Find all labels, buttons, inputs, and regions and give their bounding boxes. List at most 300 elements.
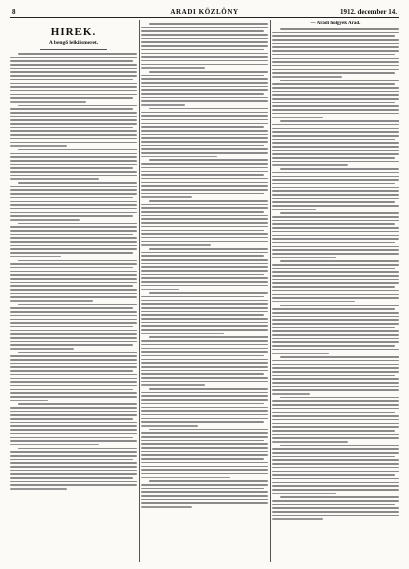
text-line [149, 292, 268, 294]
text-line [272, 187, 399, 189]
text-line [272, 515, 399, 517]
text-line [141, 410, 268, 412]
text-line [272, 430, 395, 432]
paragraph [141, 159, 268, 197]
text-line [141, 241, 268, 243]
text-line [10, 130, 137, 132]
paragraph [10, 105, 137, 147]
text-line [272, 246, 399, 248]
text-line [272, 238, 399, 240]
text-line [10, 307, 133, 309]
text-line [272, 128, 399, 130]
paragraph [141, 480, 268, 507]
text-line [18, 260, 137, 262]
text-line [141, 351, 268, 353]
text-line [141, 167, 268, 169]
text-line [149, 248, 268, 250]
text-line [10, 444, 99, 446]
text-line [149, 200, 268, 202]
text-line [10, 278, 137, 280]
paragraph [272, 305, 399, 355]
text-line [10, 293, 137, 295]
text-line [141, 174, 264, 176]
text-line [141, 384, 205, 386]
text-line [272, 312, 399, 314]
text-line [149, 71, 268, 73]
text-line [272, 124, 399, 126]
text-line [272, 135, 399, 137]
text-line [141, 285, 268, 287]
text-line [272, 176, 399, 178]
text-line [141, 466, 268, 468]
text-line [272, 393, 310, 395]
text-line [10, 164, 137, 166]
column-2 [141, 20, 268, 562]
text-line [272, 511, 399, 513]
text-line [141, 148, 268, 150]
text-line [141, 189, 268, 191]
text-line [141, 473, 268, 475]
text-line [272, 142, 399, 144]
text-line [272, 404, 399, 406]
text-line [272, 153, 399, 155]
text-line [10, 83, 137, 85]
text-line [272, 474, 395, 476]
text-line [10, 341, 137, 343]
text-line [272, 72, 395, 74]
text-line [10, 437, 133, 439]
text-line [141, 75, 264, 77]
text-line [10, 289, 137, 291]
paragraph [10, 260, 137, 302]
column-divider [139, 20, 140, 562]
text-line [10, 459, 133, 461]
paragraph [10, 223, 137, 258]
text-line [10, 57, 137, 59]
text-line [272, 489, 399, 491]
text-line [272, 32, 399, 34]
text-line [272, 518, 323, 520]
text-line [272, 50, 399, 52]
text-line [10, 212, 137, 214]
text-line [272, 382, 399, 384]
text-line [272, 345, 395, 347]
column-3 [272, 20, 399, 562]
text-line [10, 201, 137, 203]
text-line [141, 318, 268, 320]
text-line [10, 422, 137, 424]
text-line [10, 145, 67, 147]
paragraph [141, 200, 268, 246]
text-line [141, 296, 264, 298]
text-line [272, 35, 395, 37]
text-line [272, 330, 399, 332]
text-line [272, 179, 399, 181]
text-line [272, 139, 395, 141]
text-line [10, 466, 137, 468]
text-line [280, 28, 399, 30]
text-line [10, 378, 137, 380]
text-line [141, 49, 264, 51]
text-line [149, 23, 268, 25]
text-line [141, 348, 268, 350]
text-line [272, 94, 399, 96]
text-line [10, 263, 137, 265]
text-line [272, 434, 399, 436]
text-line [141, 93, 264, 95]
text-line [141, 436, 268, 438]
text-line [141, 502, 268, 504]
text-line [10, 470, 137, 472]
text-line [272, 83, 395, 85]
text-line [18, 403, 137, 405]
text-line [272, 389, 399, 391]
text-line [272, 164, 348, 166]
text-line [10, 160, 137, 162]
text-line [141, 303, 268, 305]
text-line [18, 105, 137, 107]
text-line [280, 397, 399, 399]
text-line [280, 260, 399, 262]
text-line [10, 274, 137, 276]
text-line [141, 45, 268, 47]
text-line [141, 178, 268, 180]
text-line [280, 356, 399, 358]
text-line [141, 156, 217, 158]
text-line [141, 443, 268, 445]
text-line [10, 215, 133, 217]
text-line [10, 488, 67, 490]
text-line [10, 484, 137, 486]
text-line [141, 392, 268, 394]
text-line [10, 75, 137, 77]
paragraph [272, 168, 399, 210]
text-line [272, 290, 399, 292]
column-divider [270, 20, 271, 562]
text-line [141, 469, 268, 471]
text-line [272, 65, 399, 67]
text-line [10, 267, 133, 269]
text-line [10, 60, 133, 62]
paragraph [141, 23, 268, 69]
text-line [272, 448, 399, 450]
paragraph [10, 304, 137, 350]
text-line [141, 458, 264, 460]
column-3-heading: — Aradi holgyek Arad. [310, 21, 361, 26]
text-line [10, 366, 137, 368]
text-line [18, 352, 137, 354]
text-line [10, 248, 137, 250]
text-line [10, 79, 133, 81]
text-line [272, 500, 399, 502]
text-line [272, 231, 399, 233]
text-line [10, 171, 137, 173]
text-line [10, 455, 137, 457]
paragraph [272, 28, 399, 78]
text-line [10, 138, 137, 140]
text-line [141, 204, 268, 206]
text-line [141, 97, 268, 99]
text-line [272, 441, 348, 443]
text-line [10, 425, 137, 427]
text-line [18, 223, 137, 225]
text-line [272, 46, 399, 48]
text-line [141, 329, 268, 331]
text-line [10, 112, 137, 114]
masthead: ARADI KÖZLÖNY [170, 8, 239, 16]
text-line [272, 194, 399, 196]
text-line [141, 252, 268, 254]
text-line [141, 359, 268, 361]
text-line [10, 385, 137, 387]
text-line [141, 366, 268, 368]
text-line [272, 378, 399, 380]
text-line [10, 197, 133, 199]
text-line [141, 27, 268, 29]
text-line [10, 414, 137, 416]
text-line [18, 149, 137, 151]
text-line [10, 219, 80, 221]
text-line [141, 266, 268, 268]
text-line [272, 39, 399, 41]
text-line [10, 108, 133, 110]
text-line [272, 463, 399, 465]
text-line [141, 30, 264, 32]
text-line [272, 268, 395, 270]
text-line [141, 447, 268, 449]
text-line [10, 186, 137, 188]
text-line [272, 316, 399, 318]
text-line [10, 119, 137, 121]
text-line [10, 64, 137, 66]
text-line [149, 480, 268, 482]
text-line [141, 499, 268, 501]
text-line [272, 286, 395, 288]
text-line [272, 338, 399, 340]
text-line [141, 100, 268, 102]
text-line [141, 244, 211, 246]
text-line [149, 108, 268, 110]
text-line [272, 98, 399, 100]
text-line [272, 408, 399, 410]
text-line [272, 172, 399, 174]
text-line [10, 142, 137, 144]
text-line [272, 54, 395, 56]
paragraph [141, 388, 268, 426]
text-line [10, 462, 137, 464]
text-line [272, 220, 399, 222]
text-line [272, 478, 399, 480]
text-line [141, 126, 264, 128]
text-line [141, 123, 268, 125]
text-line [141, 182, 268, 184]
text-line [272, 327, 395, 329]
paragraph [272, 397, 399, 443]
text-line [10, 473, 137, 475]
text-line [141, 196, 192, 198]
text-line [141, 399, 268, 401]
text-line [272, 301, 355, 303]
text-line [10, 348, 74, 350]
text-line [141, 82, 268, 84]
text-line [272, 482, 399, 484]
text-line [272, 452, 399, 454]
text-line [272, 183, 395, 185]
text-line [10, 330, 137, 332]
text-line [10, 326, 133, 328]
text-line [272, 426, 399, 428]
text-line [272, 456, 395, 458]
text-line [10, 237, 137, 239]
text-line [10, 204, 137, 206]
paragraph [272, 120, 399, 166]
text-line [18, 448, 137, 450]
text-line [141, 270, 268, 272]
text-line [272, 415, 399, 417]
text-line [10, 396, 137, 398]
text-line [149, 388, 268, 390]
text-line [141, 141, 268, 143]
text-line [280, 168, 399, 170]
text-line [141, 104, 185, 106]
text-line [272, 279, 399, 281]
text-line [141, 325, 268, 327]
text-line [272, 117, 323, 119]
text-line [141, 495, 268, 497]
text-line [10, 285, 133, 287]
text-line [141, 64, 268, 66]
text-line [141, 432, 268, 434]
text-line [141, 344, 268, 346]
text-line [141, 484, 268, 486]
text-line [10, 193, 137, 195]
text-line [141, 506, 192, 508]
text-line [141, 259, 268, 261]
text-line [141, 60, 268, 62]
text-line [10, 311, 137, 313]
text-line [272, 227, 399, 229]
text-line [272, 364, 399, 366]
text-line [141, 289, 179, 291]
text-line [10, 156, 137, 158]
text-line [141, 53, 268, 55]
text-line [272, 349, 399, 351]
text-line [141, 277, 268, 279]
paragraph [272, 260, 399, 302]
text-line [10, 116, 137, 118]
text-line [141, 78, 268, 80]
text-line [272, 242, 395, 244]
text-line [272, 198, 399, 200]
text-line [280, 80, 399, 82]
text-line [10, 481, 137, 483]
text-line [18, 53, 137, 55]
text-line [141, 333, 224, 335]
text-line [141, 207, 268, 209]
text-line [272, 105, 399, 107]
text-line [141, 395, 268, 397]
text-line [141, 407, 268, 409]
text-line [10, 226, 137, 228]
text-line [10, 134, 137, 136]
text-line [141, 222, 268, 224]
text-line [149, 429, 268, 431]
text-line [272, 161, 399, 163]
column-1 [10, 20, 137, 562]
text-line [10, 282, 137, 284]
text-line [272, 323, 399, 325]
text-line [141, 255, 264, 257]
text-line [141, 233, 268, 235]
text-line [10, 429, 137, 431]
text-line [272, 504, 395, 506]
text-line [141, 193, 264, 195]
text-line [10, 333, 137, 335]
text-line [141, 307, 268, 309]
section-title: HIREK. [50, 26, 97, 38]
text-line [141, 34, 268, 36]
text-line [141, 381, 268, 383]
text-line [10, 167, 133, 169]
text-line [149, 159, 268, 161]
text-line [149, 336, 268, 338]
text-line [141, 462, 268, 464]
text-line [280, 120, 399, 122]
text-line [272, 308, 395, 310]
text-line [272, 507, 399, 509]
text-line [272, 485, 399, 487]
text-line [10, 71, 137, 73]
text-line [272, 201, 395, 203]
text-line [10, 230, 137, 232]
text-line [18, 304, 137, 306]
text-line [141, 370, 268, 372]
text-line [10, 440, 137, 442]
text-line [272, 205, 399, 207]
text-line [272, 375, 395, 377]
text-line [141, 56, 268, 58]
text-line [141, 322, 268, 324]
text-line [272, 58, 399, 60]
text-line [141, 300, 268, 302]
text-line [10, 101, 86, 103]
text-line [272, 282, 399, 284]
text-line [141, 491, 268, 493]
text-line [272, 423, 399, 425]
text-line [10, 407, 137, 409]
text-line [272, 223, 395, 225]
text-line [10, 178, 99, 180]
text-line [272, 419, 399, 421]
paragraph [10, 352, 137, 402]
text-line [272, 69, 399, 71]
text-line [10, 322, 137, 324]
text-line [280, 212, 399, 214]
text-line [10, 153, 137, 155]
header-rule [10, 17, 399, 18]
text-line [141, 425, 198, 427]
text-line [141, 421, 264, 423]
paragraph [272, 445, 399, 495]
text-line [141, 41, 268, 43]
text-line [141, 451, 268, 453]
text-line [10, 86, 137, 88]
paragraph [10, 448, 137, 490]
text-line [10, 374, 137, 376]
text-line [10, 252, 133, 254]
text-line [141, 112, 268, 114]
text-line [272, 61, 399, 63]
